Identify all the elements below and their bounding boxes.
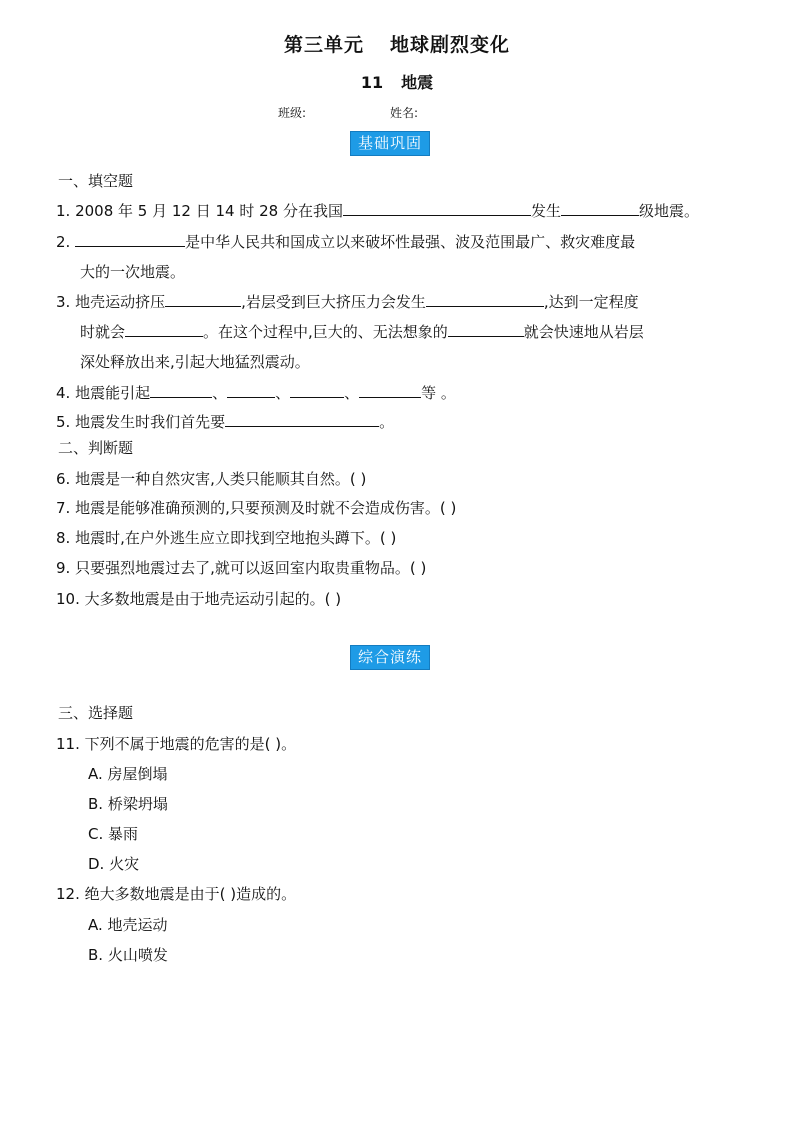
judge-question: 9. 只要强烈地震过去了,就可以返回室内取贵重物品。( ): [56, 559, 427, 577]
judge-question: 10. 大多数地震是由于地壳运动引起的。( ): [56, 590, 342, 608]
unit-label: 第三单元: [283, 34, 364, 56]
choice-option: B. 桥梁坍塌: [88, 795, 168, 813]
answer-blank[interactable]: [150, 384, 212, 398]
fill-question-2-cont: 大的一次地震。: [80, 263, 186, 281]
answer-blank[interactable]: [359, 384, 421, 398]
fill-question-3-cont: 时就会 。在这个过程中,巨大的、无法想象的 就会快速地从岩层: [80, 323, 644, 341]
choice-option: C. 暴雨: [88, 825, 139, 843]
answer-blank[interactable]: [225, 413, 379, 427]
choice-question-12: 12. 绝大多数地震是由于( )造成的。: [56, 885, 297, 903]
comprehensive-badge: 综合演练: [350, 645, 430, 670]
lesson-name: 地震: [401, 73, 434, 92]
section-fill-title: 一、填空题: [58, 172, 134, 190]
choice-option: A. 房屋倒塌: [88, 765, 168, 783]
comprehensive-badge-wrap: [350, 646, 430, 667]
answer-blank[interactable]: [343, 202, 531, 216]
answer-blank[interactable]: [75, 233, 185, 247]
answer-blank[interactable]: [561, 202, 639, 216]
fill-question-4: 4. 地震能引起 、 、 、 等 。: [56, 384, 456, 402]
unit-name: 地球剧烈变化: [390, 34, 511, 56]
answer-blank[interactable]: [165, 293, 241, 307]
judge-question: 6. 地震是一种自然灾害,人类只能顺其自然。( ): [56, 470, 367, 488]
lesson-number: 11: [360, 73, 384, 92]
fill-question-1: 1. 2008 年 5 月 12 日 14 时 28 分在我国 发生 级地震。: [56, 202, 700, 220]
section-choice-title: 三、选择题: [58, 704, 134, 722]
unit-title: [0, 30, 794, 57]
class-label: 班级:: [278, 106, 307, 120]
answer-blank[interactable]: [448, 323, 524, 337]
name-label: 姓名:: [390, 106, 419, 120]
fill-question-3-cont2: 深处释放出来,引起大地猛烈震动。: [80, 353, 310, 371]
choice-option: A. 地壳运动: [88, 916, 168, 934]
answer-blank[interactable]: [227, 384, 275, 398]
choice-option: D. 火灾: [88, 855, 140, 873]
basic-badge: 基础巩固: [350, 131, 430, 156]
lesson-title: [0, 70, 794, 93]
answer-blank[interactable]: [426, 293, 544, 307]
section-judge-title: 二、判断题: [58, 439, 134, 457]
answer-blank[interactable]: [125, 323, 203, 337]
fill-question-2: 2. 是中华人民共和国成立以来破坏性最强、波及范围最广、救灾难度最: [56, 233, 636, 251]
answer-blank[interactable]: [290, 384, 344, 398]
student-info: [278, 104, 418, 121]
judge-question: 8. 地震时,在户外逃生应立即找到空地抱头蹲下。( ): [56, 529, 397, 547]
fill-question-5: 5. 地震发生时我们首先要 。: [56, 413, 395, 431]
fill-question-3: 3. 地壳运动挤压 ,岩层受到巨大挤压力会发生 ,达到一定程度: [56, 293, 639, 311]
choice-question-11: 11. 下列不属于地震的危害的是( )。: [56, 735, 297, 753]
basic-badge-wrap: [350, 132, 430, 153]
choice-option: B. 火山喷发: [88, 946, 168, 964]
judge-question: 7. 地震是能够准确预测的,只要预测及时就不会造成伤害。( ): [56, 499, 457, 517]
